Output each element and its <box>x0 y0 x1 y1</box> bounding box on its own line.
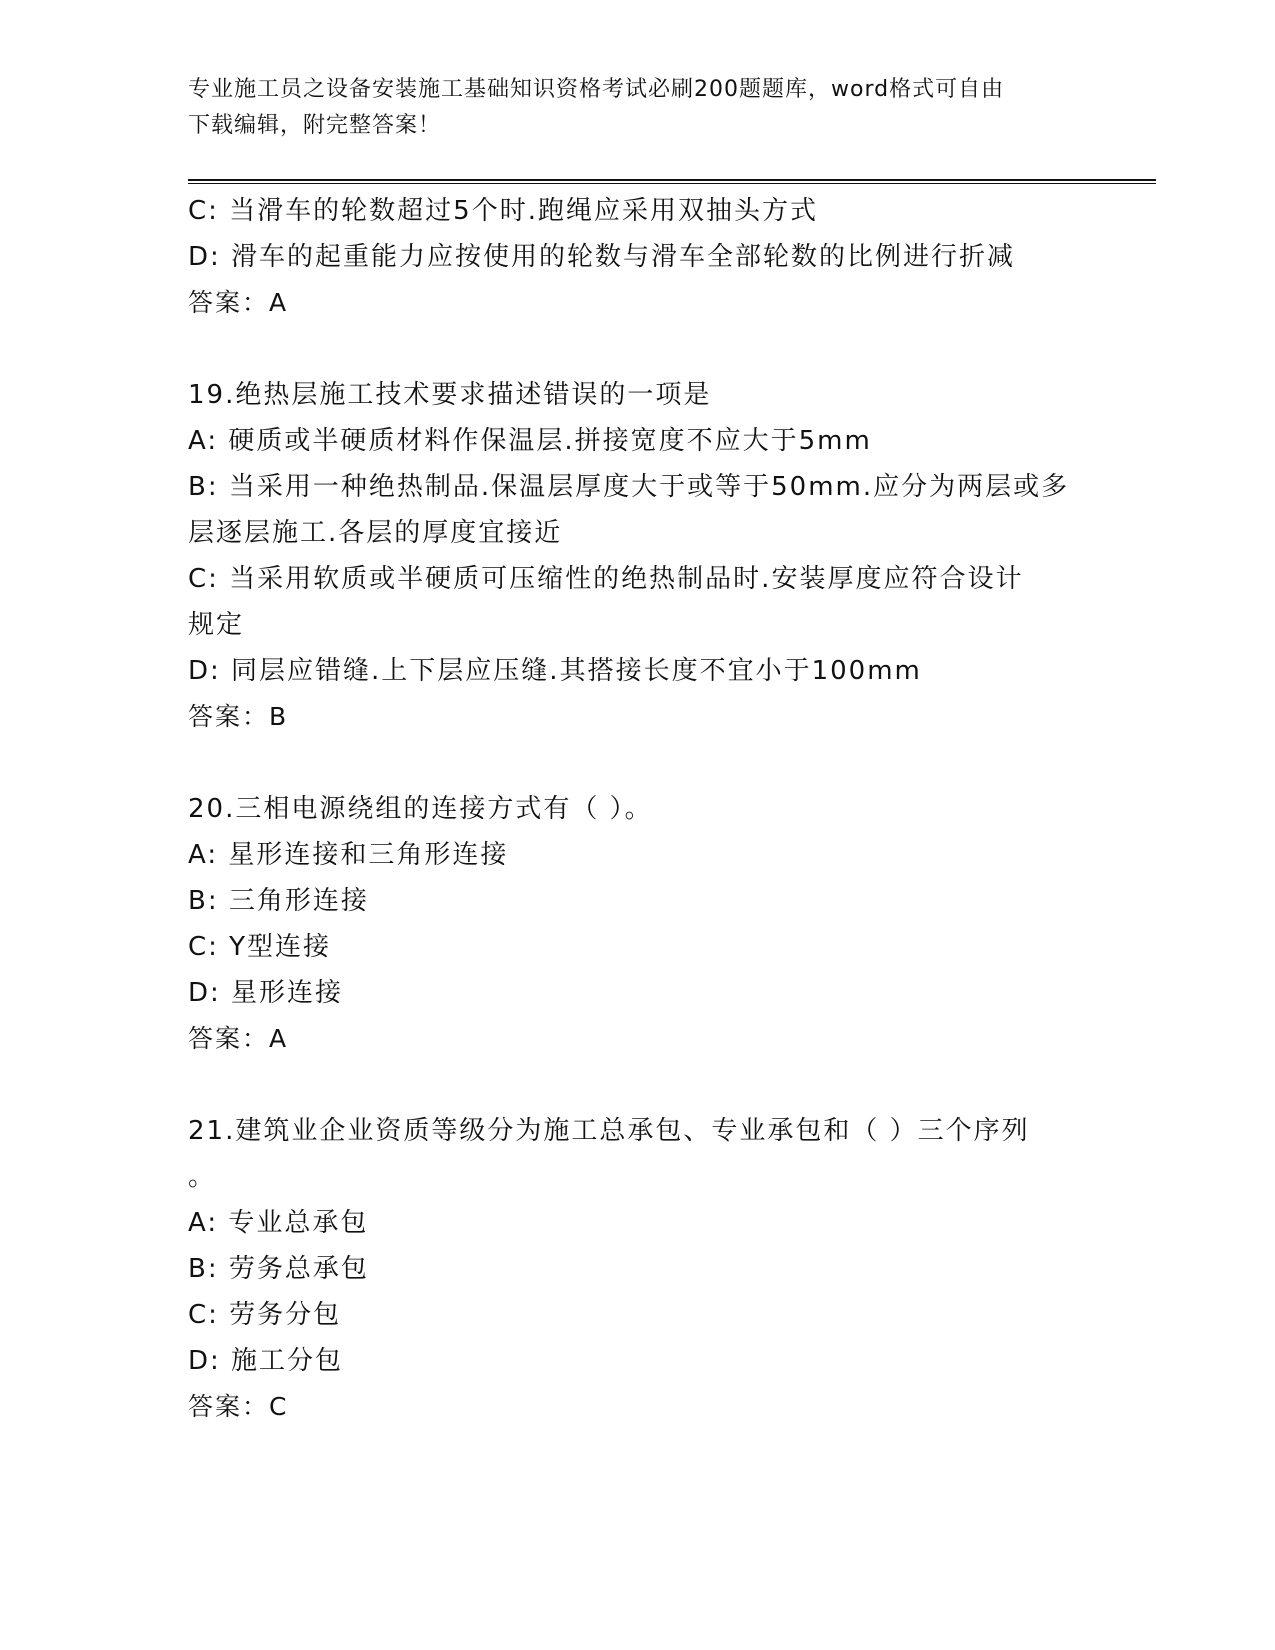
option-c-continued: 规定 <box>188 610 245 640</box>
option-b: B: 当采用一种绝热制品.保温层厚度大于或等于50mm.应分为两层或多 <box>188 472 1070 502</box>
question-18-tail <box>188 188 1088 326</box>
question-20 <box>188 786 1088 1062</box>
option-b: B: 三角形连接 <box>188 886 369 916</box>
question-list <box>188 188 1088 1430</box>
answer: 答案：C <box>188 1392 289 1421</box>
question-stem: 20.三相电源绕组的连接方式有（ ）。 <box>188 794 653 824</box>
answer: 答案：A <box>188 288 289 317</box>
option-c: C: 劳务分包 <box>188 1300 342 1330</box>
option-d: D: 施工分包 <box>188 1346 344 1376</box>
option-b: B: 劳务总承包 <box>188 1254 369 1284</box>
header-line-2: 下载编辑，附完整答案！ <box>188 113 442 138</box>
question-21 <box>188 1108 1088 1430</box>
header-rule-thin <box>188 183 1156 184</box>
question-stem-continued: 。 <box>188 1162 217 1192</box>
option-a: A: 专业总承包 <box>188 1208 369 1238</box>
header-line-1: 专业施工员之设备安装施工基础知识资格考试必刷200题题库，word格式可自由 <box>188 77 1005 102</box>
option-c: C: Y型连接 <box>188 932 332 962</box>
option-a: A: 硬质或半硬质材料作保温层.拼接宽度不应大于5mm <box>188 426 872 456</box>
option-d: D: 星形连接 <box>188 978 344 1008</box>
spacer <box>188 326 1088 372</box>
question-stem: 21.建筑业企业资质等级分为施工总承包、专业承包和（ ）三个序列 <box>188 1116 1030 1146</box>
option-d: D: 滑车的起重能力应按使用的轮数与滑车全部轮数的比例进行折减 <box>188 242 1016 272</box>
answer: 答案：B <box>188 702 289 731</box>
spacer <box>188 740 1088 786</box>
option-b-continued: 层逐层施工.各层的厚度宜接近 <box>188 518 563 548</box>
spacer <box>188 1062 1088 1108</box>
option-d: D: 同层应错缝.上下层应压缝.其搭接长度不宜小于100mm <box>188 656 922 686</box>
option-a: A: 星形连接和三角形连接 <box>188 840 509 870</box>
question-stem: 19.绝热层施工技术要求描述错误的一项是 <box>188 380 712 410</box>
header-rule-thick <box>188 179 1156 181</box>
option-c: C: 当滑车的轮数超过5个时.跑绳应采用双抽头方式 <box>188 196 818 226</box>
question-19 <box>188 372 1088 740</box>
option-c: C: 当采用软质或半硬质可压缩性的绝热制品时.安装厚度应符合设计 <box>188 564 1024 594</box>
document-header <box>188 72 1088 144</box>
answer: 答案：A <box>188 1024 289 1053</box>
